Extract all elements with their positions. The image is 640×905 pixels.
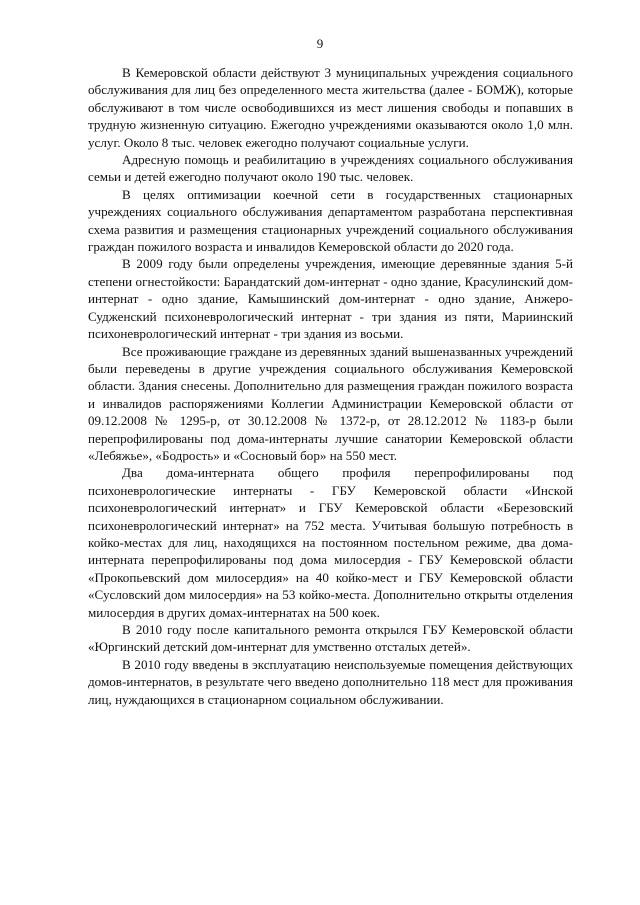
paragraph-wooden-buildings-2009: В 2009 году были определены учреждения, имеющие деревянные здания 5-й степени огнестойкости: Барандатский дом-интернат - одно здание, Красулинский дом-интернат - одно здание, Камышинский дом-интернат - одно здание, Анжеро-Судженский психоневрологический интернат - три здания из пяти, Мариинский психоневрологический интернат - три здания из восьми. <box>88 256 573 342</box>
paragraph-unused-premises-2010: В 2010 году введены в эксплуатацию неиспользуемые помещения действующих домов-интернатов, в результате чего введено дополнительно 118 мест для проживания лиц, нуждающихся в стационарном социальном обслуживании. <box>88 656 573 707</box>
page-number: 9 <box>316 36 324 51</box>
paragraph-reprofiled-homes: Два дома-интерната общего профиля перепрофилированы под психоневрологические интернаты - ГБУ Кемеровской области «Инской психоневрологический интернат» и ГБУ Кемеровской области «Березовский психоневрологический интернат» на 752 места. Учитывая большую потребность в койко-местах для лиц, находящихся на постоянном постельном режиме, два дома-интерната перепрофилированы под дома милосердия - ГБУ Кемеровской области «Прокопьевский дом милосердия» на 40 койко-мест и ГБУ Кемеровской области «Сусловский дом милосердия» на 53 койко-места. Дополнительно открыты отделения милосердия в других домах-интернатах на 500 коек. <box>88 465 573 620</box>
paragraph-bomzh-institutions: В Кемеровской области действуют 3 муниципальных учреждения социального обслуживания для лиц без определенного места жительства (далее - БОМЖ), которые обслуживают в том числе освободившихся из мест лишения свободы и попавших в трудную жизненную ситуацию. Ежегодно учреждениями оказываются около 1,0 млн. услуг. Около 8 тыс. человек ежегодно получают социальные услуги. <box>88 65 573 150</box>
paragraph-address-assistance: Адресную помощь и реабилитацию в учреждениях социального обслуживания семьи и детей ежегодно получают около 190 тыс. человек. <box>88 152 573 185</box>
paragraph-bed-network-optimization: В целях оптимизации коечной сети в государственных стационарных учреждениях социального обслуживания департаментом разработана перспективная схема развития и размещения стационарных учреждений социального обслуживания граждан пожилого возраста и инвалидов Кемеровской области до 2020 года. <box>88 186 573 255</box>
paragraph-yurga-opening-2010: В 2010 году после капитального ремонта открылся ГБУ Кемеровской области «Юргинский детский дом-интернат для умственно отсталых детей». <box>88 622 573 655</box>
document-body <box>88 64 573 708</box>
paragraph-residents-transferred: Все проживающие граждане из деревянных зданий вышеназванных учреждений были переведены в другие учреждения социального обслуживания Кемеровской области. Здания снесены. Дополнительно для размещения граждан пожилого возраста и инвалидов распоряжениями Коллегии Администрации Кемеровской области от 09.12.2008 № 1295-р, от 30.12.2008 № 1372-р, от 28.12.2012 № 1183-р были перепрофилированы под дома-интернаты лучшие санатории Кемеровской области «Лебяжье», «Бодрость» и «Сосновый бор» на 550 мест. <box>88 343 573 463</box>
